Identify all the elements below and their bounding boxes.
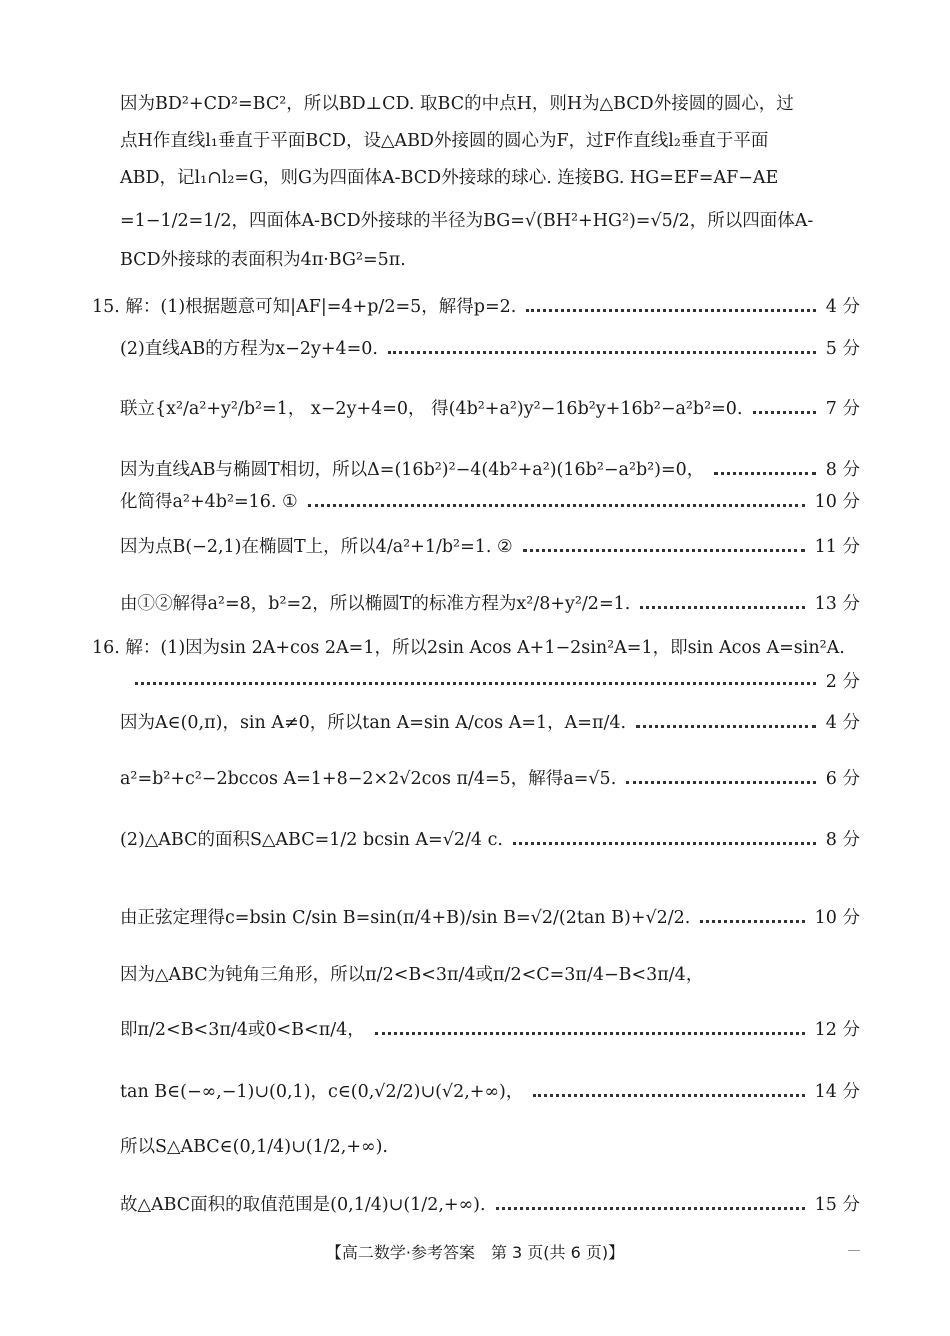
text-line <box>120 92 860 116</box>
dot-leader <box>533 1094 804 1097</box>
answer-line <box>120 828 860 852</box>
answer-line <box>120 767 860 791</box>
text-line <box>120 248 860 272</box>
answer-line <box>120 535 860 559</box>
text-line <box>120 166 860 190</box>
line-text: 即π/2<B<3π/4或0<B<π/4， <box>120 1020 365 1040</box>
score-label: 11 分 <box>814 537 860 557</box>
dot-leader <box>700 920 804 923</box>
dot-leader <box>526 309 815 312</box>
line-text: (2)△ABC的面积S△ABC=1/2 bcsin A=√2/4 c. <box>120 830 503 850</box>
dot-leader <box>640 606 804 609</box>
line-text: 因为BD²+CD²=BC²，所以BD⊥CD. 取BC的中点H，则H为△BCD外接圆的圆心，过 <box>120 94 794 114</box>
score-label: 8 分 <box>825 830 860 850</box>
line-text: a²=b²+c²−2bccos A=1+8−2×2√2cos π/4=5，解得a=√5. <box>120 769 617 789</box>
text-line <box>120 209 860 233</box>
answer-line <box>120 963 860 987</box>
answer-line <box>120 1193 860 1217</box>
answer-line <box>120 490 860 514</box>
score-label: 10 分 <box>814 492 860 512</box>
line-text: 因为直线AB与椭圆T相切，所以Δ=(16b²)²−4(4b²+a²)(16b²−a²b²)=0， <box>120 460 705 480</box>
answer-line <box>92 295 860 319</box>
dot-leader <box>523 549 805 552</box>
score-label: 4 分 <box>825 297 860 317</box>
line-text: ABD，记l₁∩l₂=G，则G为四面体A-BCD外接球的球心. 连接BG. HG=EF=AF−AE <box>120 168 779 188</box>
score-label: 15 分 <box>814 1195 860 1215</box>
line-text: 因为点B(−2,1)在椭圆T上，所以4/a²+1/b²=1. ② <box>120 537 513 557</box>
score-label: 2 分 <box>825 672 860 692</box>
dot-leader <box>375 1032 805 1035</box>
line-text: (2)直线AB的方程为x−2y+4=0. <box>120 339 378 359</box>
answer-line <box>120 337 860 361</box>
line-text: 因为A∈(0,π)，sin A≠0，所以tan A=sin A/cos A=1，A=π/4. <box>120 713 627 733</box>
score-label: 14 分 <box>814 1082 860 1102</box>
line-text: 联立{x²/a²+y²/b²=1， x−2y+4=0， 得(4b²+a²)y²−16b²y+16b²−a²b²=0. <box>120 399 743 419</box>
line-text: 化简得a²+4b²=16. ① <box>120 492 298 512</box>
line-text: 点H作直线l₁垂直于平面BCD，设△ABD外接圆的圆心为F，过F作直线l₂垂直于平面 <box>120 131 769 151</box>
score-label: 7 分 <box>825 399 860 419</box>
line-text: 故△ABC面积的取值范围是(0,1/4)∪(1/2,+∞). <box>120 1195 486 1215</box>
corner-mark <box>848 1250 860 1251</box>
dot-leader <box>636 725 816 728</box>
answer-line <box>135 668 860 693</box>
score-label: 10 分 <box>814 908 860 928</box>
line-text: =1−1/2=1/2，四面体A-BCD外接球的半径为BG=√(BH²+HG²)=√5/2，所以四面体A- <box>120 211 814 231</box>
answer-line <box>120 397 860 421</box>
score-label: 13 分 <box>814 594 860 614</box>
line-text: 由①②解得a²=8，b²=2，所以椭圆T的标准方程为x²/8+y²/2=1. <box>120 594 631 614</box>
line-text: 因为△ABC为钝角三角形，所以π/2<B<3π/4或π/2<C=3π/4−B<3π/4， <box>120 965 704 985</box>
line-text: 由正弦定理得c=bsin C/sin B=sin(π/4+B)/sin B=√2/(2tan B)+√2/2. <box>120 908 691 928</box>
answer-line <box>120 906 860 930</box>
score-label: 12 分 <box>814 1020 860 1040</box>
line-text: 16. 解：(1)因为sin 2A+cos 2A=1，所以2sin Acos A+1−2sin²A=1，即sin Acos A=sin²A. <box>92 638 845 658</box>
score-label: 6 分 <box>825 769 860 789</box>
page-footer: 【高二数学·参考答案 第 3 页(共 6 页)】 <box>325 1243 625 1262</box>
dot-leader <box>513 842 816 845</box>
answer-line <box>120 592 860 616</box>
line-text: 15. 解：(1)根据题意可知|AF|=4+p/2=5，解得p=2. <box>92 297 517 317</box>
dot-leader <box>714 472 815 475</box>
dot-leader <box>496 1207 805 1210</box>
answer-line <box>120 1135 860 1159</box>
dot-leader <box>135 682 816 685</box>
dot-leader <box>388 351 816 354</box>
answer-line <box>120 458 860 482</box>
line-text: tan B∈(−∞,−1)∪(0,1)，c∈(0,√2/2)∪(√2,+∞)， <box>120 1082 524 1102</box>
score-label: 8 分 <box>825 460 860 480</box>
answer-line <box>120 1080 860 1104</box>
line-text: 所以S△ABC∈(0,1/4)∪(1/2,+∞). <box>120 1137 388 1157</box>
score-label: 4 分 <box>825 713 860 733</box>
answer-line <box>120 1018 860 1042</box>
dot-leader <box>753 411 816 414</box>
dot-leader <box>308 504 805 507</box>
dot-leader <box>626 781 816 784</box>
text-line <box>120 129 860 153</box>
answer-line <box>120 711 860 735</box>
score-label: 5 分 <box>825 339 860 359</box>
line-text: BCD外接球的表面积为4π·BG²=5π. <box>120 250 406 270</box>
answer-line <box>92 636 860 660</box>
